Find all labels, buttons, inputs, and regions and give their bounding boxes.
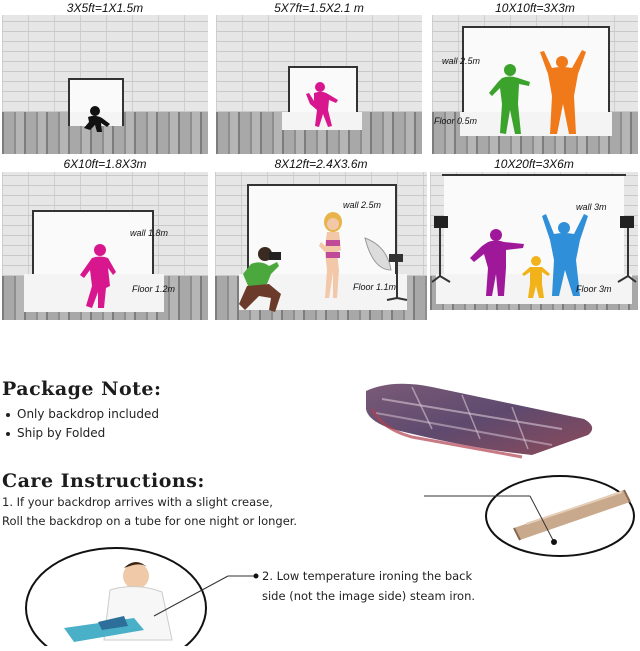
floor-length-label: Floor 0.5m [434,116,478,126]
size-panel-1 [2,2,208,154]
care-step-1-line-1: 1. If your backdrop arrives with a slight crease, [2,495,273,509]
woman-purple-silhouette-icon [468,228,528,300]
size-panel-3 [432,2,638,154]
wall-height-label: wall 3m [576,202,607,212]
panel-size-label: 6X10ft=1.8X3m [2,158,208,171]
floor-length-label: Floor 1.1m [353,282,397,292]
man-orange-silhouette-icon [536,48,590,138]
care-step-2-line-2: side (not the image side) steam iron. [262,589,476,603]
floor-length-label: Floor 3m [576,284,612,294]
size-panel-6 [430,158,638,310]
care-step-1-line-2: Roll the backdrop on a tube for one night or longer. [2,514,298,528]
woman-silhouette-icon [304,80,344,132]
size-panel-5 [215,158,427,320]
model-icon [315,210,351,302]
wall-height-label: wall 2.5m [442,56,481,66]
child-silhouette-icon [80,106,116,136]
package-note-title: Package Note: [2,378,162,400]
pointer-line [420,490,560,550]
pointer-line [150,572,260,620]
package-item-text: Only backdrop included [17,407,159,421]
girl-silhouette-icon [76,242,122,312]
panel-size-label: 3X5ft=1X1.5m [2,2,208,15]
photographer-icon [229,244,287,314]
studio-light-right-icon [610,214,638,284]
package-item [6,407,159,421]
panel-size-label: 10X20ft=3X6m [430,158,638,171]
package-item-text: Ship by Folded [17,426,106,440]
folded-backdrop-image [352,369,602,459]
panel-size-label: 8X12ft=2.4X3.6m [215,158,427,171]
care-step-2-line-1: 2. Low temperature ironing the back [262,569,473,583]
studio-light-left-icon [430,214,460,284]
wall-height-label: wall 1.8m [130,228,169,238]
size-panel-2 [216,2,422,154]
man-green-silhouette-icon [488,62,534,138]
panel-size-label: 10X10ft=3X3m [432,2,638,15]
care-instructions-title: Care Instructions: [2,470,205,492]
panel-size-label: 5X7ft=1.5X2.1 m [216,2,422,15]
size-panel-4 [2,158,208,320]
wall-height-label: wall 2.5m [343,200,382,210]
package-item [6,426,105,440]
floor-length-label: Floor 1.2m [132,284,176,294]
